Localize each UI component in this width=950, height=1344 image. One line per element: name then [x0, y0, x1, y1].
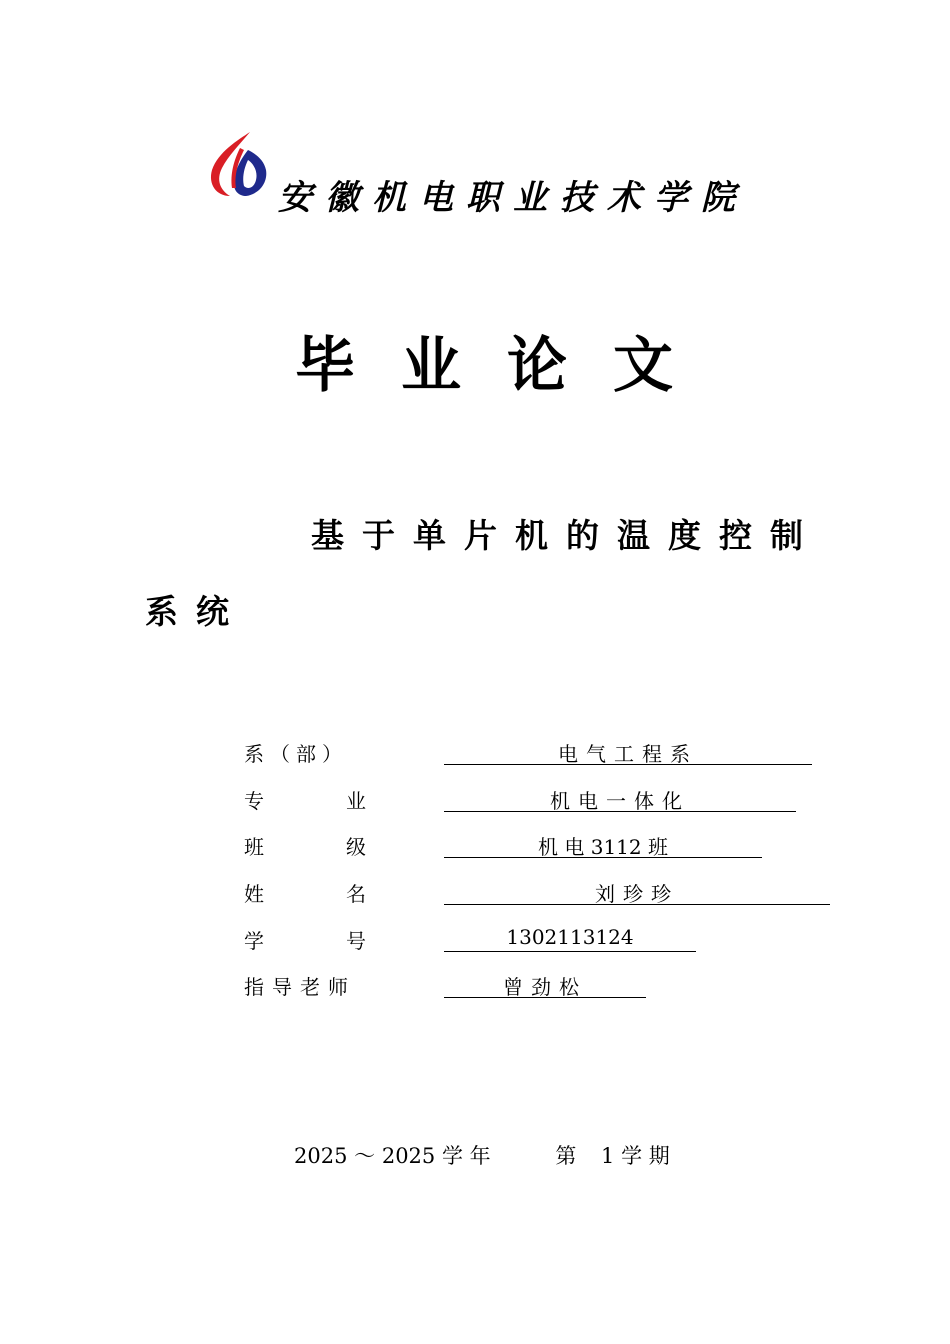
- term-suffix: 学 期: [621, 1144, 670, 1168]
- student-id-label-char-2: 号: [346, 929, 366, 953]
- name-label-char-2: 名: [346, 882, 366, 906]
- term-number: 1: [601, 1144, 615, 1168]
- student-id-label-char-1: 学: [244, 929, 264, 953]
- term-prefix: 第: [555, 1144, 577, 1168]
- school-name: 安徽机电职业技术学院: [278, 178, 748, 218]
- document-type-title: 毕业论文: [295, 331, 719, 401]
- department-value: 电气工程系: [444, 738, 812, 765]
- class-label-char-2: 级: [346, 835, 366, 859]
- class-value: 机 电 3112 班: [444, 831, 762, 858]
- year-suffix: 学 年: [441, 1144, 491, 1168]
- year-start: 2025: [294, 1144, 348, 1168]
- major-label: [244, 785, 366, 814]
- class-label-char-1: 班: [244, 835, 264, 859]
- name-label: [244, 878, 366, 907]
- advisor-label: 指导老师: [244, 975, 356, 999]
- year-end: 2025: [381, 1144, 436, 1168]
- class-label: [244, 831, 366, 860]
- major-label-char-1: 专: [244, 789, 264, 813]
- student-id-value: 1302113124: [444, 925, 696, 952]
- thesis-title: 基于单片机的温度控制系统: [145, 516, 821, 631]
- student-name-value: 刘珍珍: [444, 878, 830, 905]
- advisor-value: 曾劲松: [444, 971, 646, 998]
- student-id-label: [244, 925, 366, 954]
- major-label-char-2: 业: [346, 789, 366, 813]
- department-label: 系（部）: [244, 742, 348, 766]
- school-logo: [204, 130, 270, 200]
- name-label-char-1: 姓: [244, 882, 264, 906]
- academic-term-line: [294, 1140, 670, 1170]
- year-separator: ～: [354, 1144, 376, 1168]
- major-value: 机电一体化: [444, 785, 796, 812]
